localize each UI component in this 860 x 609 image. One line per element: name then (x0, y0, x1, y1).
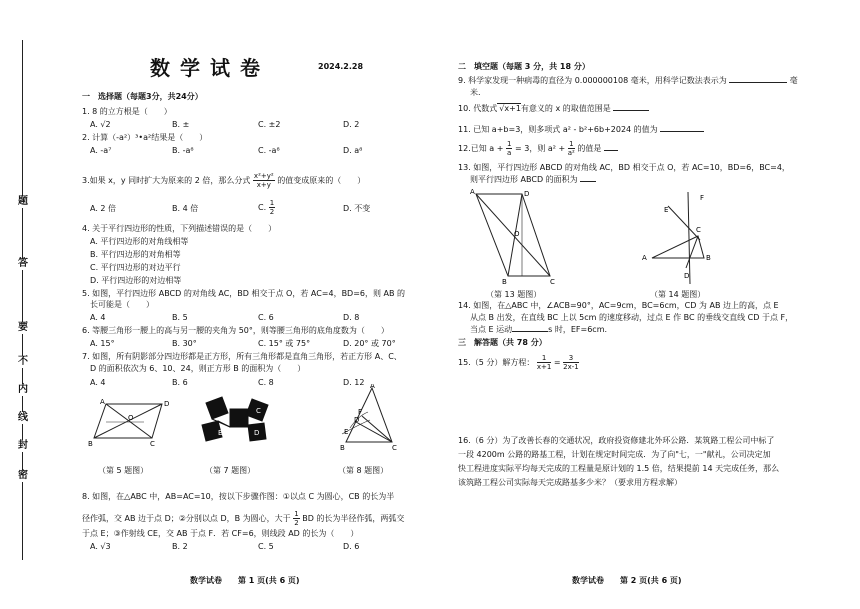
q8-line-3: 于点 E；③作射线 CE，交 AB 于点 F．若 CF=6，则线段 AD 的长为（ ） (82, 529, 359, 538)
q5-option-c: C. 6 (258, 313, 274, 322)
q1-option-b: B. ± (172, 120, 190, 129)
q11 (458, 125, 704, 135)
q3-option-c (258, 199, 275, 216)
q10-post: 有意义的 x 的取值范围是 (520, 104, 611, 113)
svg-text:A: A (642, 254, 647, 262)
q4-option-c: C. 平行四边形的对边平行 (90, 263, 181, 272)
svg-text:C: C (696, 226, 701, 234)
q16-line-2: 一段 4200m 公路的路基工程，计划在规定时间完成．为了向"七，一"献礼，公司决定加 (458, 450, 771, 459)
q11-text: 11. 已知 a+b=3，则多项式 a² - b²+6b+2024 的值为 (458, 125, 658, 134)
seal-char: 题 (18, 196, 28, 207)
figure-q7 (198, 395, 278, 447)
q1-option-c: C. ±2 (258, 120, 281, 129)
q14-text-b: s 时，EF=6cm. (548, 325, 608, 334)
q8-line-1: 8. 如图，在△ABC 中，AB=AC=10，按以下步骤作图：①以点 C 为圆心，CB 的长为半 (82, 492, 395, 501)
q4-stem: 4. 关于平行四边形的性质，下列描述错误的是（ ） (82, 224, 277, 233)
seal-char: 密 (18, 470, 28, 481)
q9-line-2: 米. (470, 88, 481, 97)
page-title: 数学试卷 (150, 56, 270, 80)
svg-text:D: D (684, 272, 690, 280)
svg-text:C: C (392, 444, 397, 452)
q12-fraction-1-den: a (507, 149, 512, 157)
q7-option-c: C. 8 (258, 378, 274, 387)
q3-fraction-den: x+y (256, 181, 271, 189)
q6-option-a: A. 15° (90, 339, 115, 348)
q12-answer-blank[interactable] (604, 150, 618, 151)
q15-fraction-1 (537, 354, 551, 371)
figure-q5 (88, 398, 178, 452)
svg-text:F: F (358, 408, 363, 416)
svg-text:B: B (88, 440, 93, 448)
q3-option-a: A. 2 倍 (90, 204, 117, 213)
q14-line-2: 从点 B 出发，在直线 BC 上以 5cm 的速度移动，过点 E 作 BC 的垂线交直线 CD 于点 F， (470, 313, 794, 322)
q15 (458, 354, 579, 371)
q5-stem: 5. 如图，平行四边形 ABCD 的对角线 AC，BD 相交于点 O，若 AC=4，BD=6，则 AB 的 (82, 289, 406, 298)
q1-option-a: A. √2 (90, 120, 111, 129)
figure-q5-caption: （第 5 题图） (98, 466, 149, 475)
seal-char: 内 (18, 384, 28, 395)
figure-q13-caption: （第 13 题图） (486, 290, 542, 299)
q8-half-num: 1 (294, 510, 299, 518)
q9-answer-blank[interactable] (729, 82, 787, 83)
q13-line-2 (470, 175, 596, 185)
svg-text:D: D (254, 429, 260, 437)
q11-answer-blank[interactable] (660, 131, 704, 132)
svg-text:C: C (256, 407, 261, 415)
q3-stem-post: 的值变成原来的（ ） (277, 176, 366, 185)
seal-char: 不 (18, 356, 28, 367)
svg-text:E: E (664, 206, 669, 214)
q6-stem: 6. 等腰三角形一腰上的高与另一腰的夹角为 50°，则等腰三角形的底角度数为（ ） (82, 326, 389, 335)
q6-option-c: C. 15° 或 75° (258, 339, 311, 348)
q9-line-1 (458, 76, 798, 86)
q8-option-a: A. √3 (90, 542, 111, 551)
q7-stem-2: D 的面积依次为 6、10、24，则正方形 B 的面积为（ ） (90, 364, 306, 373)
svg-text:O: O (514, 230, 520, 238)
q8-half-den: 2 (294, 519, 299, 527)
q10-root: √x+1 (499, 104, 521, 113)
svg-text:O: O (128, 414, 134, 422)
q14-text-a: 当点 E 运动 (470, 325, 513, 334)
q15-fraction-2 (563, 354, 579, 371)
q10-pre: 10. 代数式 (458, 104, 498, 113)
q15-fraction-2-num: 3 (563, 354, 579, 363)
q2-option-c: C. -a⁸ (258, 146, 280, 155)
q2-option-a: A. -a⁷ (90, 146, 112, 155)
q4-option-d: D. 平行四边形的对边相等 (90, 276, 182, 285)
q3-fraction (253, 172, 275, 189)
q12-fraction-1 (506, 140, 512, 157)
q3-option-b: B. 4 倍 (172, 204, 199, 213)
q2-option-d: D. a⁸ (343, 146, 363, 155)
q1-stem: 1. 8 的立方根是（ ） (82, 107, 172, 116)
q4-option-a: A. 平行四边形的对角线相等 (90, 237, 189, 246)
svg-text:F: F (700, 194, 705, 202)
seal-char: 要 (18, 322, 28, 333)
section-2-heading: 二 填空题（每题 3 分，共 18 分） (458, 62, 590, 71)
q14-line-3 (470, 325, 607, 335)
seal-strip (0, 0, 40, 609)
q16-line-4: 该筑路工程公司实际每天完成路基多少米？（要求用方程求解） (458, 478, 682, 487)
q1-option-d: D. 2 (343, 120, 360, 129)
q3-option-c-num: 1 (269, 199, 275, 207)
q8-line-2 (82, 510, 404, 527)
figure-q14 (642, 188, 722, 288)
q13-text: 则平行四边形 ABCD 的面积为 (470, 175, 578, 184)
svg-text:B: B (502, 278, 507, 286)
q12-fraction-2-num: 1 (569, 140, 574, 148)
q8-line-2-pre: 径作弧，交 AB 边于点 D；②分别以点 D，B 为圆心，大于 (82, 514, 291, 523)
q7-option-b: B. 6 (172, 378, 188, 387)
q8-option-d: D. 6 (343, 542, 360, 551)
figure-q7-caption: （第 7 题图） (205, 466, 256, 475)
svg-text:D: D (354, 416, 360, 424)
svg-text:A: A (202, 411, 207, 419)
svg-text:C: C (150, 440, 155, 448)
q3-fraction-num: x²+y² (253, 172, 274, 180)
q6-option-b: B. 30° (172, 339, 197, 348)
q3-stem (82, 172, 365, 189)
q5-option-d: D. 8 (343, 313, 360, 322)
seal-char: 线 (18, 412, 28, 423)
figure-q8-caption: （第 8 题图） (338, 466, 389, 475)
q15-fraction-1-den: x+1 (536, 363, 552, 371)
svg-text:A: A (370, 384, 375, 390)
q5-option-b: B. 5 (172, 313, 188, 322)
q14-line-1: 14. 如图，在△ABC 中，∠ACB=90°，AC=9cm，BC=6cm，CD 为 AB 边上的高，点 E (458, 301, 779, 310)
q3-stem-pre: 3.如果 x，y 同时扩大为原来的 2 倍，那么分式 (82, 176, 251, 185)
q10-answer-blank[interactable] (613, 110, 649, 111)
q7-stem: 7. 如图，所有阴影部分四边形都是正方形，所有三角形都是直角三角形，若正方形 A、C、 (82, 352, 402, 361)
svg-text:E: E (344, 428, 349, 436)
q7-option-a: A. 4 (90, 378, 106, 387)
q16-line-3: 快工程进度实际平均每天完成的工程量是原计划的 1.5 倍，结果提前 14 天完成任务，那么 (458, 464, 780, 473)
seal-char: 答 (18, 258, 28, 269)
svg-text:B: B (218, 429, 223, 437)
q8-line-2-post: BD 的长为半径作弧，两弧交 (302, 514, 405, 523)
q4-option-b: B. 平行四边形的对角相等 (90, 250, 181, 259)
q8-option-c: C. 5 (258, 542, 274, 551)
q15-pre: 15.（5 分）解方程： (458, 358, 535, 367)
q15-fraction-2-den: 2x-1 (563, 363, 579, 371)
q14-answer-blank[interactable] (512, 331, 548, 332)
q13-answer-blank[interactable] (580, 181, 596, 182)
q12-post: 的值是 (577, 144, 602, 153)
seal-line (22, 40, 23, 560)
svg-text:C: C (550, 278, 555, 286)
section-1-heading: 一 选择题（每题3分，共24分） (82, 92, 203, 101)
q7-option-d: D. 12 (343, 378, 365, 387)
exam-date: 2024.2.28 (318, 62, 364, 71)
page-2-footer: 数学试卷 第 2 页(共 6 页) (572, 576, 682, 585)
svg-text:D: D (164, 400, 170, 408)
q2-option-b: B. -a⁸ (172, 146, 194, 155)
q12-pre: 12.已知 a + (458, 144, 504, 153)
seal-char: 封 (18, 440, 28, 451)
q3-option-c-pre: C. (258, 203, 267, 212)
q3-option-d: D. 不变 (343, 204, 371, 213)
q10 (458, 104, 649, 114)
q2-stem: 2. 计算（-a²）³•a²结果是（ ） (82, 133, 208, 142)
svg-text:D: D (524, 190, 530, 198)
q8-option-b: B. 2 (172, 542, 188, 551)
figure-q8 (340, 384, 400, 454)
figure-q13 (470, 188, 560, 288)
svg-text:A: A (100, 398, 105, 406)
q3-option-c-den: 2 (269, 208, 275, 216)
q15-equals: = (553, 358, 561, 367)
q12-fraction-1-num: 1 (506, 140, 512, 148)
q5-stem-2: 长可能是（ ） (90, 300, 154, 309)
q12-fraction-2-den: a² (567, 149, 575, 157)
q3-option-c-fraction (269, 199, 275, 216)
q6-option-d: D. 20° 或 70° (343, 339, 396, 348)
q16-line-1: 16.（6 分）为了改善长春的交通状况，政府投资修建北外环公路．某筑路工程公司中标了 (458, 436, 775, 445)
q5-option-a: A. 4 (90, 313, 106, 322)
svg-text:A: A (470, 188, 475, 196)
q12-fraction-2 (568, 140, 575, 157)
q15-fraction-1-num: 1 (537, 354, 551, 363)
q8-half-fraction (293, 510, 299, 527)
page-1-footer: 数学试卷 第 1 页(共 6 页) (190, 576, 300, 585)
svg-text:B: B (706, 254, 711, 262)
section-3-heading: 三 解答题（共 78 分） (458, 338, 547, 347)
svg-text:B: B (340, 444, 345, 452)
q13-line-1: 13. 如图，平行四边形 ABCD 的对角线 AC，BD 相交于点 O，若 AC=10，BD=6，BC=4， (458, 163, 790, 172)
q9-text: 9. 科学家发现一种病毒的直径为 0.000000108 毫米，用科学记数法表示为 (458, 76, 727, 85)
q9-text-end: 毫 (789, 76, 798, 85)
q12 (458, 140, 618, 157)
q12-mid: = 3，则 a² + (514, 144, 566, 153)
figure-q14-caption: （第 14 题图） (650, 290, 706, 299)
q10-root-expr: x+1 (504, 104, 521, 113)
